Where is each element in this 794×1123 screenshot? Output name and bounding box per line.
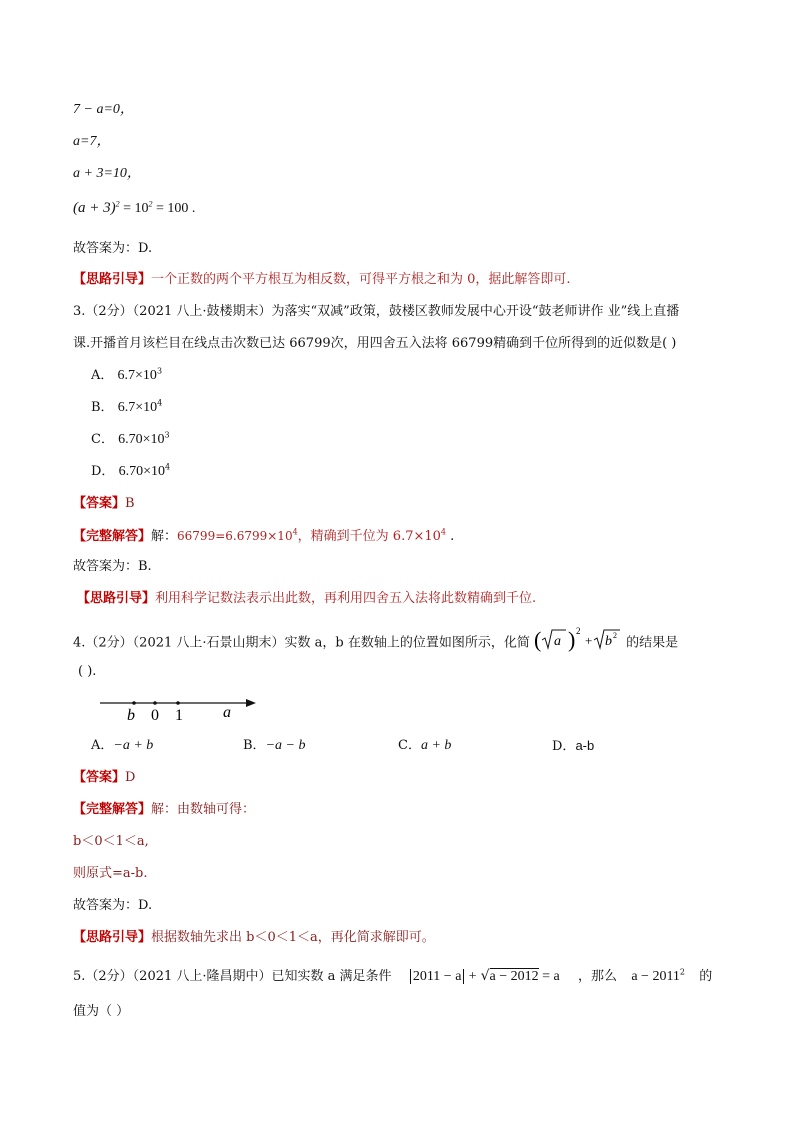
option-label: C． bbox=[398, 738, 421, 753]
q3-solution-exp2: 4 bbox=[440, 527, 447, 537]
q4-hint-text: 根据数轴先求出 b＜0＜1＜a，再化简求解即可。 bbox=[151, 930, 435, 945]
option-exp: 3 bbox=[156, 366, 163, 376]
eq4-exp: 2 bbox=[115, 199, 120, 209]
q5-abs-content: 2011 − a bbox=[412, 969, 462, 984]
q3-answer-tag: 【答案】 bbox=[73, 496, 126, 511]
q4-answer-tag: 【答案】 bbox=[73, 770, 126, 785]
q3-option-a bbox=[91, 367, 162, 385]
q4-answer-value: D bbox=[125, 770, 136, 785]
point-0 bbox=[153, 701, 157, 705]
option-exp: 3 bbox=[164, 430, 170, 440]
q5-expr: a − 2011 bbox=[631, 969, 680, 984]
label-1: 1 bbox=[175, 707, 183, 724]
q5-eq-rhs: = a bbox=[538, 969, 560, 984]
q3-solution-text: 66799=6.6799×10 bbox=[177, 529, 293, 543]
equation-3: a + 3=10， bbox=[73, 166, 141, 181]
q4-option-b bbox=[243, 737, 305, 755]
option-label: D． bbox=[91, 464, 115, 479]
q5-line-2: 值为（ ） bbox=[73, 1004, 130, 1019]
option-exp: 4 bbox=[157, 398, 163, 408]
option-value: 6.70×10 bbox=[118, 432, 165, 447]
option-label: B． bbox=[243, 738, 266, 753]
option-value: 6.70×10 bbox=[118, 464, 165, 479]
q3-hint bbox=[77, 590, 536, 608]
q3-solution-exp: 4 bbox=[292, 527, 298, 537]
q4-answer bbox=[73, 769, 135, 787]
q4-sqrt-b: b bbox=[605, 634, 613, 649]
equation-1: 7 − a=0， bbox=[73, 102, 134, 117]
label-a: a bbox=[223, 704, 231, 721]
option-value: −a + b bbox=[113, 738, 154, 753]
q4-formula-svg bbox=[534, 626, 622, 654]
q3-hint-text: 利用科学记数法表示出此数，再利用四舍五入法将此数精确到千位. bbox=[155, 591, 537, 606]
option-label: C． bbox=[91, 432, 114, 447]
q4-expression bbox=[534, 626, 622, 660]
q3-answer bbox=[73, 495, 135, 513]
q5-line1-pre: 5.（2分）（2021 八上·隆昌期中）已知实数 a 满足条件 bbox=[73, 969, 392, 984]
option-label: B． bbox=[91, 400, 114, 415]
q4-line-1 bbox=[73, 626, 678, 660]
number-line-arrow bbox=[246, 699, 256, 707]
q2-answer-line: 故答案为：D. bbox=[73, 241, 153, 256]
q4-hint-tag: 【思路引导】 bbox=[73, 930, 152, 945]
option-exp: 4 bbox=[164, 462, 171, 472]
q3-option-c bbox=[91, 431, 170, 449]
option-label: A． bbox=[91, 738, 114, 753]
q2-hint-text: 一个正数的两个平方根互为相反数，可得平方根之和为 0，据此解答即可. bbox=[151, 272, 571, 287]
label-b: b bbox=[127, 707, 135, 724]
q4-option-a bbox=[91, 737, 153, 755]
option-value: a-b bbox=[575, 738, 595, 753]
option-value: −a − b bbox=[265, 738, 306, 753]
q3-answer-line: 故答案为：B. bbox=[73, 559, 152, 574]
q2-hint-tag: 【思路引导】 bbox=[73, 272, 152, 287]
q4-solution-line-3: 则原式=a-b. bbox=[73, 866, 148, 881]
q3-solution-end: . bbox=[446, 529, 455, 544]
q5-expr-exp: 2 bbox=[679, 967, 686, 977]
number-line-figure bbox=[96, 692, 261, 728]
q4-solution-tag: 【完整解答】 bbox=[73, 802, 152, 817]
q5-sqrt-content: a − 2012 bbox=[489, 969, 539, 984]
q5-sqrt bbox=[490, 968, 539, 984]
q3-line-1: 3.（2分）（2021 八上·鼓楼期末）为落实“双减”政策，鼓楼区教师发展中心开设“鼓老师讲作 业”线上直播 bbox=[73, 304, 680, 319]
q4-sqrt-b-exp: 2 bbox=[613, 631, 618, 640]
q3-solution-mid: ，精确到千位为 6.7×10 bbox=[297, 529, 441, 544]
q3-answer-value: B bbox=[125, 496, 135, 511]
option-label: A． bbox=[91, 368, 114, 383]
eq4-base: (a + 3) bbox=[73, 200, 116, 216]
point-b bbox=[132, 701, 136, 705]
option-label: D． bbox=[552, 739, 576, 754]
q3-hint-tag: 【思路引导】 bbox=[77, 591, 156, 606]
q4-line1-pre: 4.（2分）（2021 八上·石景山期末）实数 a，b 在数轴上的位置如图所示，化简 bbox=[73, 635, 530, 651]
point-1 bbox=[176, 701, 180, 705]
q3-option-b bbox=[91, 399, 162, 417]
q4-line-2: ( ). bbox=[78, 664, 97, 679]
eq4-exp2: 2 bbox=[148, 199, 153, 209]
q4-solution-line-2: b＜0＜1＜a, bbox=[73, 834, 149, 849]
option-value: 6.7×10 bbox=[117, 400, 158, 415]
option-value: a + b bbox=[420, 738, 452, 753]
q5-line-1: 5.（2分）（2021 八上·隆昌期中）已知实数 a 满足条件 2011 − a + √a − 2012 = a ，那么 $a - 2011^2$ 的 bbox=[73, 967, 713, 984]
q4-answer-line: 故答案为：D. bbox=[73, 898, 153, 913]
number-line-svg bbox=[96, 692, 261, 724]
q4-option-d bbox=[552, 737, 594, 756]
label-0: 0 bbox=[151, 707, 159, 724]
q4-line1-post: 的结果是 bbox=[626, 635, 679, 651]
eq4-end: = 100 . bbox=[152, 201, 196, 216]
q3-solution-prefix: 解： bbox=[151, 529, 178, 544]
equation-2: a=7， bbox=[73, 134, 111, 149]
option-value: 6.7×10 bbox=[117, 368, 157, 383]
q4-sqrt-a: a bbox=[554, 634, 562, 649]
q3-option-d bbox=[91, 463, 170, 481]
eq4-mid: = 10 bbox=[119, 201, 149, 216]
q3-solution bbox=[73, 527, 454, 546]
q5-abs bbox=[410, 969, 465, 984]
q4-solution bbox=[73, 801, 255, 819]
q4-exp: 2 bbox=[576, 626, 581, 636]
svg-text:(: ( bbox=[534, 627, 542, 652]
q4-solution-text: 解：由数轴可得： bbox=[151, 802, 256, 817]
q2-hint bbox=[73, 271, 571, 289]
q3-line-2: 课.开播首月该栏目在线点击次数已达 66799次，用四舍五入法将 66799精确到千位所得到的近似数是( ) bbox=[73, 336, 677, 351]
svg-text:+: + bbox=[585, 633, 593, 648]
q4-option-c bbox=[398, 737, 451, 755]
q5-line1-post: 的 bbox=[699, 969, 713, 984]
q5-line1-mid: ，那么 bbox=[578, 969, 618, 984]
equation-4 bbox=[73, 199, 195, 218]
q3-solution-tag: 【完整解答】 bbox=[73, 529, 152, 544]
svg-text:): ) bbox=[568, 627, 576, 652]
q4-hint bbox=[73, 929, 435, 947]
